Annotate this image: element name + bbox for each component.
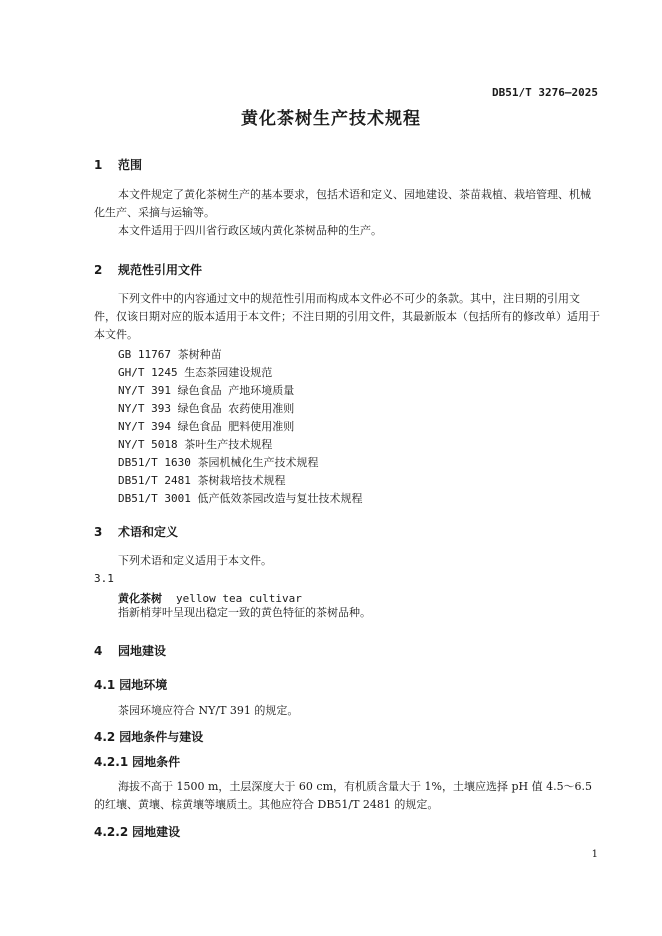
reference-item: DB51/T 1630 茶园机械化生产技术规程: [118, 456, 319, 469]
subsection-title: 园地条件: [132, 755, 181, 769]
section-number: 3: [94, 525, 103, 539]
reference-item: GH/T 1245 生态茶园建设规范: [118, 366, 273, 379]
section-title: 术语和定义: [118, 525, 179, 539]
subsection-4-2-2-heading: [94, 823, 180, 840]
section-title: 规范性引用文件: [118, 263, 203, 277]
document-code: DB51/T 3276—2025: [492, 86, 598, 99]
section-number: 1: [94, 158, 103, 172]
subsection-number: 4.1: [94, 678, 116, 692]
section-title: 范围: [118, 158, 143, 172]
scope-paragraph-2: 本文件适用于四川省行政区域内黄化茶树品种的生产。: [118, 224, 382, 237]
section-1-heading: [94, 156, 142, 173]
section-2-heading: [94, 261, 202, 278]
subsection-title: 园地环境: [119, 678, 168, 692]
reference-item: NY/T 5018 茶叶生产技术规程: [118, 438, 273, 451]
section-number: 4: [94, 644, 103, 658]
scope-paragraph-1: 本文件规定了黄化茶树生产的基本要求，包括术语和定义、园地建设、茶苗栽植、栽培管理、机械化生产、采摘与运输等。: [94, 188, 591, 219]
subsection-4-2-heading: [94, 728, 203, 745]
reference-item: NY/T 391 绿色食品 产地环境质量: [118, 384, 295, 397]
term-number: 3.1: [94, 572, 114, 585]
reference-item: DB51/T 2481 茶树栽培技术规程: [118, 474, 286, 487]
subsection-number: 4.2.2: [94, 825, 129, 839]
reference-item: DB51/T 3001 低产低效茶园改造与复壮技术规程: [118, 492, 363, 505]
subsection-title: 园地建设: [132, 825, 181, 839]
reference-item: GB 11767 茶树种苗: [118, 348, 222, 361]
terms-intro-paragraph: 下列术语和定义适用于本文件。: [118, 554, 272, 567]
document-title: 黄化茶树生产技术规程: [241, 109, 421, 129]
reference-item: NY/T 394 绿色食品 肥料使用准则: [118, 420, 295, 433]
page-number: 1: [591, 849, 598, 860]
site-environment-paragraph: 茶园环境应符合 NY/T 391 的规定。: [118, 704, 299, 717]
subsection-title: 园地条件与建设: [119, 730, 204, 744]
subsection-4-2-1-heading: [94, 753, 180, 770]
reference-item: NY/T 393 绿色食品 农药使用准则: [118, 402, 295, 415]
section-number: 2: [94, 263, 103, 277]
term-chinese: 黄化茶树: [118, 592, 162, 605]
subsection-number: 4.2: [94, 730, 116, 744]
section-title: 园地建设: [118, 644, 167, 658]
site-conditions-paragraph: 海拔不高于 1500 m，土层深度大于 60 cm，有机质含量大于 1%，土壤应选择 pH 值 4.5～6.5 的红壤、黄壤、棕黄壤等壤质土。其他应符合 DB51/T 2481 的规定。: [94, 780, 593, 811]
subsection-4-1-heading: [94, 676, 167, 693]
section-4-heading: [94, 642, 166, 659]
term-english: yellow tea cultivar: [176, 592, 302, 605]
normative-references-paragraph: 下列文件中的内容通过文中的规范性引用而构成本文件必不可少的条款。其中，注日期的引用文件，仅该日期对应的版本适用于本文件；不注日期的引用文件，其最新版本（包括所有的修改单）适用于本文件。: [94, 292, 600, 341]
section-3-heading: [94, 523, 178, 540]
subsection-number: 4.2.1: [94, 755, 129, 769]
term-definition: 指新梢芽叶呈现出稳定一致的黄色特征的茶树品种。: [118, 606, 371, 619]
